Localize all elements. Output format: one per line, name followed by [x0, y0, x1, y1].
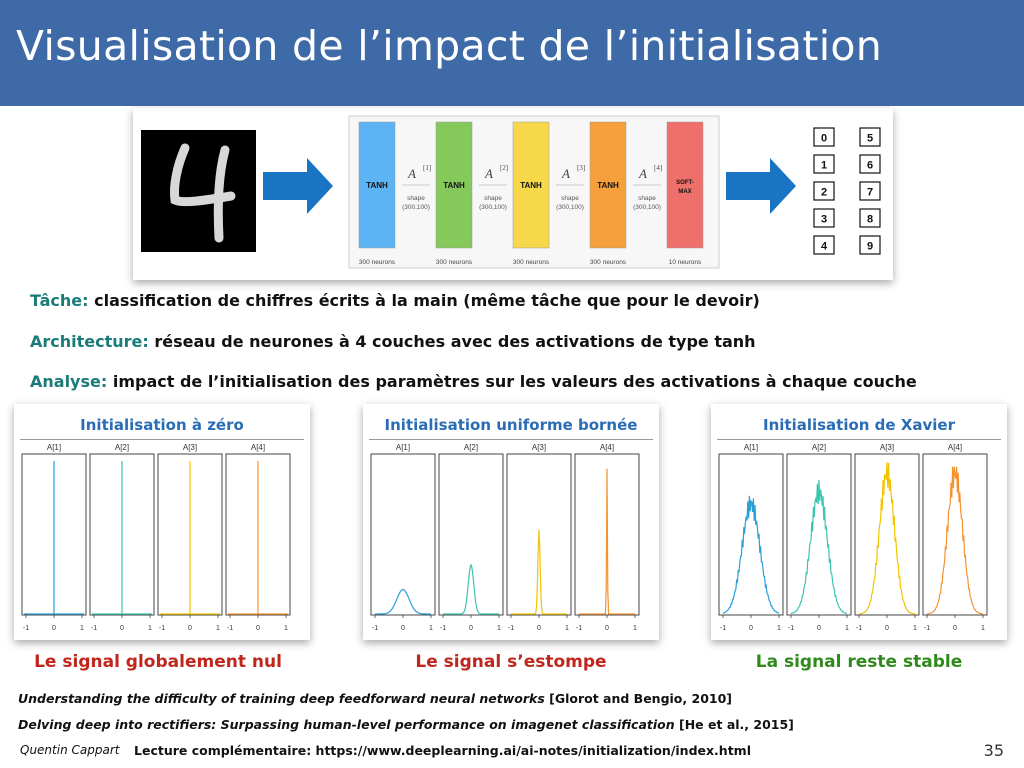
output-digit-label: 1 — [820, 159, 828, 172]
layer-label: TANH — [366, 181, 388, 190]
layer-label: TANH — [597, 181, 619, 190]
tick-label: 1 — [429, 625, 433, 632]
tick-label: 0 — [605, 625, 609, 632]
subplot-frame — [371, 454, 435, 615]
tick-label: 1 — [633, 625, 637, 632]
layer-neuron-count: 300 neurons — [358, 259, 396, 266]
tick-label: -1 — [719, 625, 727, 632]
output-digit-label: 2 — [820, 186, 828, 199]
subplot-label: A[4] — [250, 443, 266, 452]
output-digit-label: 6 — [866, 159, 874, 172]
tick-label: -1 — [226, 625, 234, 632]
panel-divider — [369, 439, 653, 440]
subplot-label: A[4] — [947, 443, 963, 452]
weight-shape-label: shape — [407, 195, 425, 202]
output-digit-label: 7 — [866, 186, 874, 199]
subplot-frame — [439, 454, 503, 615]
output-arrow — [726, 158, 796, 214]
tick-label: -1 — [439, 625, 447, 632]
reference-cite: [He et al., 2015] — [674, 717, 794, 732]
digit-image — [141, 130, 256, 252]
layer-neuron-count: 10 neurons — [668, 259, 702, 266]
page-number: 35 — [983, 741, 1004, 760]
tick-label: 0 — [953, 625, 957, 632]
tick-label: 1 — [284, 625, 288, 632]
panel-zero-init — [14, 404, 310, 640]
network-diagram — [133, 108, 893, 280]
weight-shape-value: (300,100) — [556, 204, 584, 211]
tick-label: 1 — [845, 625, 849, 632]
layer-neuron-count: 300 neurons — [512, 259, 550, 266]
reference-he — [18, 717, 794, 732]
subplot-label: A[2] — [463, 443, 479, 452]
reference-title: Understanding the difficulty of training deep feedforward neural networks — [18, 691, 545, 706]
tick-label: 0 — [188, 625, 192, 632]
analysis-text: impact de l’initialisation des paramètres sur les valeurs des activations à chaque couche — [107, 372, 917, 391]
panel-title: Initialisation à zéro — [80, 416, 244, 434]
footer-link[interactable]: Lecture complémentaire: https://www.deeplearning.ai/ai-notes/initialization/index.html — [134, 743, 751, 758]
weight-shape-label: shape — [561, 195, 579, 202]
layer-label: TANH — [443, 181, 465, 190]
panel-xavier-init — [711, 404, 1007, 640]
tick-label: 1 — [777, 625, 781, 632]
subplot-label: A[1] — [46, 443, 62, 452]
subplot-label: A[1] — [395, 443, 411, 452]
layer-neuron-count: 300 neurons — [589, 259, 627, 266]
tick-label: 0 — [469, 625, 473, 632]
output-digit-label: 4 — [820, 240, 828, 253]
panel-divider — [717, 439, 1001, 440]
weight-symbol: A — [562, 166, 570, 181]
tick-label: 0 — [817, 625, 821, 632]
tick-label: 0 — [885, 625, 889, 632]
tick-label: 0 — [256, 625, 260, 632]
tick-label: -1 — [22, 625, 30, 632]
tick-label: -1 — [787, 625, 795, 632]
weight-shape-value: (300,100) — [633, 204, 661, 211]
weight-shape-label: shape — [638, 195, 656, 202]
subplot-label: A[3] — [879, 443, 895, 452]
architecture-description — [30, 332, 756, 351]
layer-label: MAX — [678, 189, 692, 195]
panel-title: Initialisation de Xavier — [763, 416, 955, 434]
reference-cite: [Glorot and Bengio, 2010] — [544, 691, 733, 706]
subplot-frame — [923, 454, 987, 615]
weight-symbol: A — [639, 166, 647, 181]
tick-label: 1 — [981, 625, 985, 632]
weight-superscript: [3] — [577, 164, 586, 172]
subplot-frame — [787, 454, 851, 615]
tick-label: -1 — [158, 625, 166, 632]
input-arrow — [263, 158, 333, 214]
weight-shape-value: (300,100) — [479, 204, 507, 211]
task-label: Tâche: — [30, 291, 89, 310]
footer-author: Quentin Cappart — [20, 743, 120, 757]
task-description — [30, 291, 760, 310]
architecture-text: réseau de neurones à 4 couches avec des activations de type tanh — [148, 332, 756, 351]
output-digit-label: 5 — [866, 132, 874, 145]
subplot-label: A[1] — [743, 443, 759, 452]
layer-neuron-count: 300 neurons — [435, 259, 473, 266]
weight-shape-value: (300,100) — [402, 204, 430, 211]
layer-label: TANH — [520, 181, 542, 190]
tick-label: 0 — [749, 625, 753, 632]
tick-label: 0 — [537, 625, 541, 632]
tick-label: -1 — [371, 625, 379, 632]
tick-label: -1 — [575, 625, 583, 632]
output-digit-label: 8 — [866, 213, 874, 226]
tick-label: -1 — [90, 625, 98, 632]
tick-label: 1 — [913, 625, 917, 632]
weight-shape-label: shape — [484, 195, 502, 202]
output-digit-label: 3 — [820, 213, 828, 226]
weight-superscript: [4] — [654, 164, 663, 172]
analysis-label: Analyse: — [30, 372, 108, 391]
weight-symbol: A — [485, 166, 493, 181]
weight-superscript: [1] — [423, 164, 432, 172]
slide-title: Visualisation de l’impact de l’initialisation — [16, 22, 883, 70]
caption-xavier-init: La signal reste stable — [755, 652, 963, 672]
tick-label: 0 — [120, 625, 124, 632]
reference-title: Delving deep into rectifiers: Surpassing human-level performance on imagenet classification — [18, 717, 675, 732]
tick-label: -1 — [507, 625, 515, 632]
subplot-label: A[2] — [811, 443, 827, 452]
weight-symbol: A — [408, 166, 416, 181]
subplot-label: A[2] — [114, 443, 130, 452]
reference-glorot — [18, 691, 732, 706]
architecture-label: Architecture: — [30, 332, 149, 351]
output-digit-label: 9 — [866, 240, 874, 253]
subplot-label: A[3] — [182, 443, 198, 452]
network-diagram-svg — [133, 108, 893, 280]
tick-label: -1 — [923, 625, 931, 632]
task-text: classification de chiffres écrits à la main (même tâche que pour le devoir) — [88, 291, 760, 310]
weight-superscript: [2] — [500, 164, 509, 172]
panel-title: Initialisation uniforme bornée — [384, 416, 638, 434]
tick-label: 1 — [80, 625, 84, 632]
panel-divider — [20, 439, 304, 440]
layer-label: SOFT- — [676, 180, 694, 186]
caption-zero-init: Le signal globalement nul — [34, 652, 282, 672]
tick-label: -1 — [855, 625, 863, 632]
tick-label: 0 — [52, 625, 56, 632]
output-digit-label: 0 — [820, 132, 828, 145]
tick-label: 0 — [401, 625, 405, 632]
tick-label: 1 — [216, 625, 220, 632]
subplot-label: A[3] — [531, 443, 547, 452]
tick-label: 1 — [565, 625, 569, 632]
analysis-description — [30, 372, 917, 391]
slide-header — [0, 0, 1024, 106]
tick-label: 1 — [148, 625, 152, 632]
panel-uniform-init — [363, 404, 659, 640]
subplot-label: A[4] — [599, 443, 615, 452]
caption-uniform-init: Le signal s’estompe — [415, 652, 607, 672]
subplot-frame — [719, 454, 783, 615]
tick-label: 1 — [497, 625, 501, 632]
